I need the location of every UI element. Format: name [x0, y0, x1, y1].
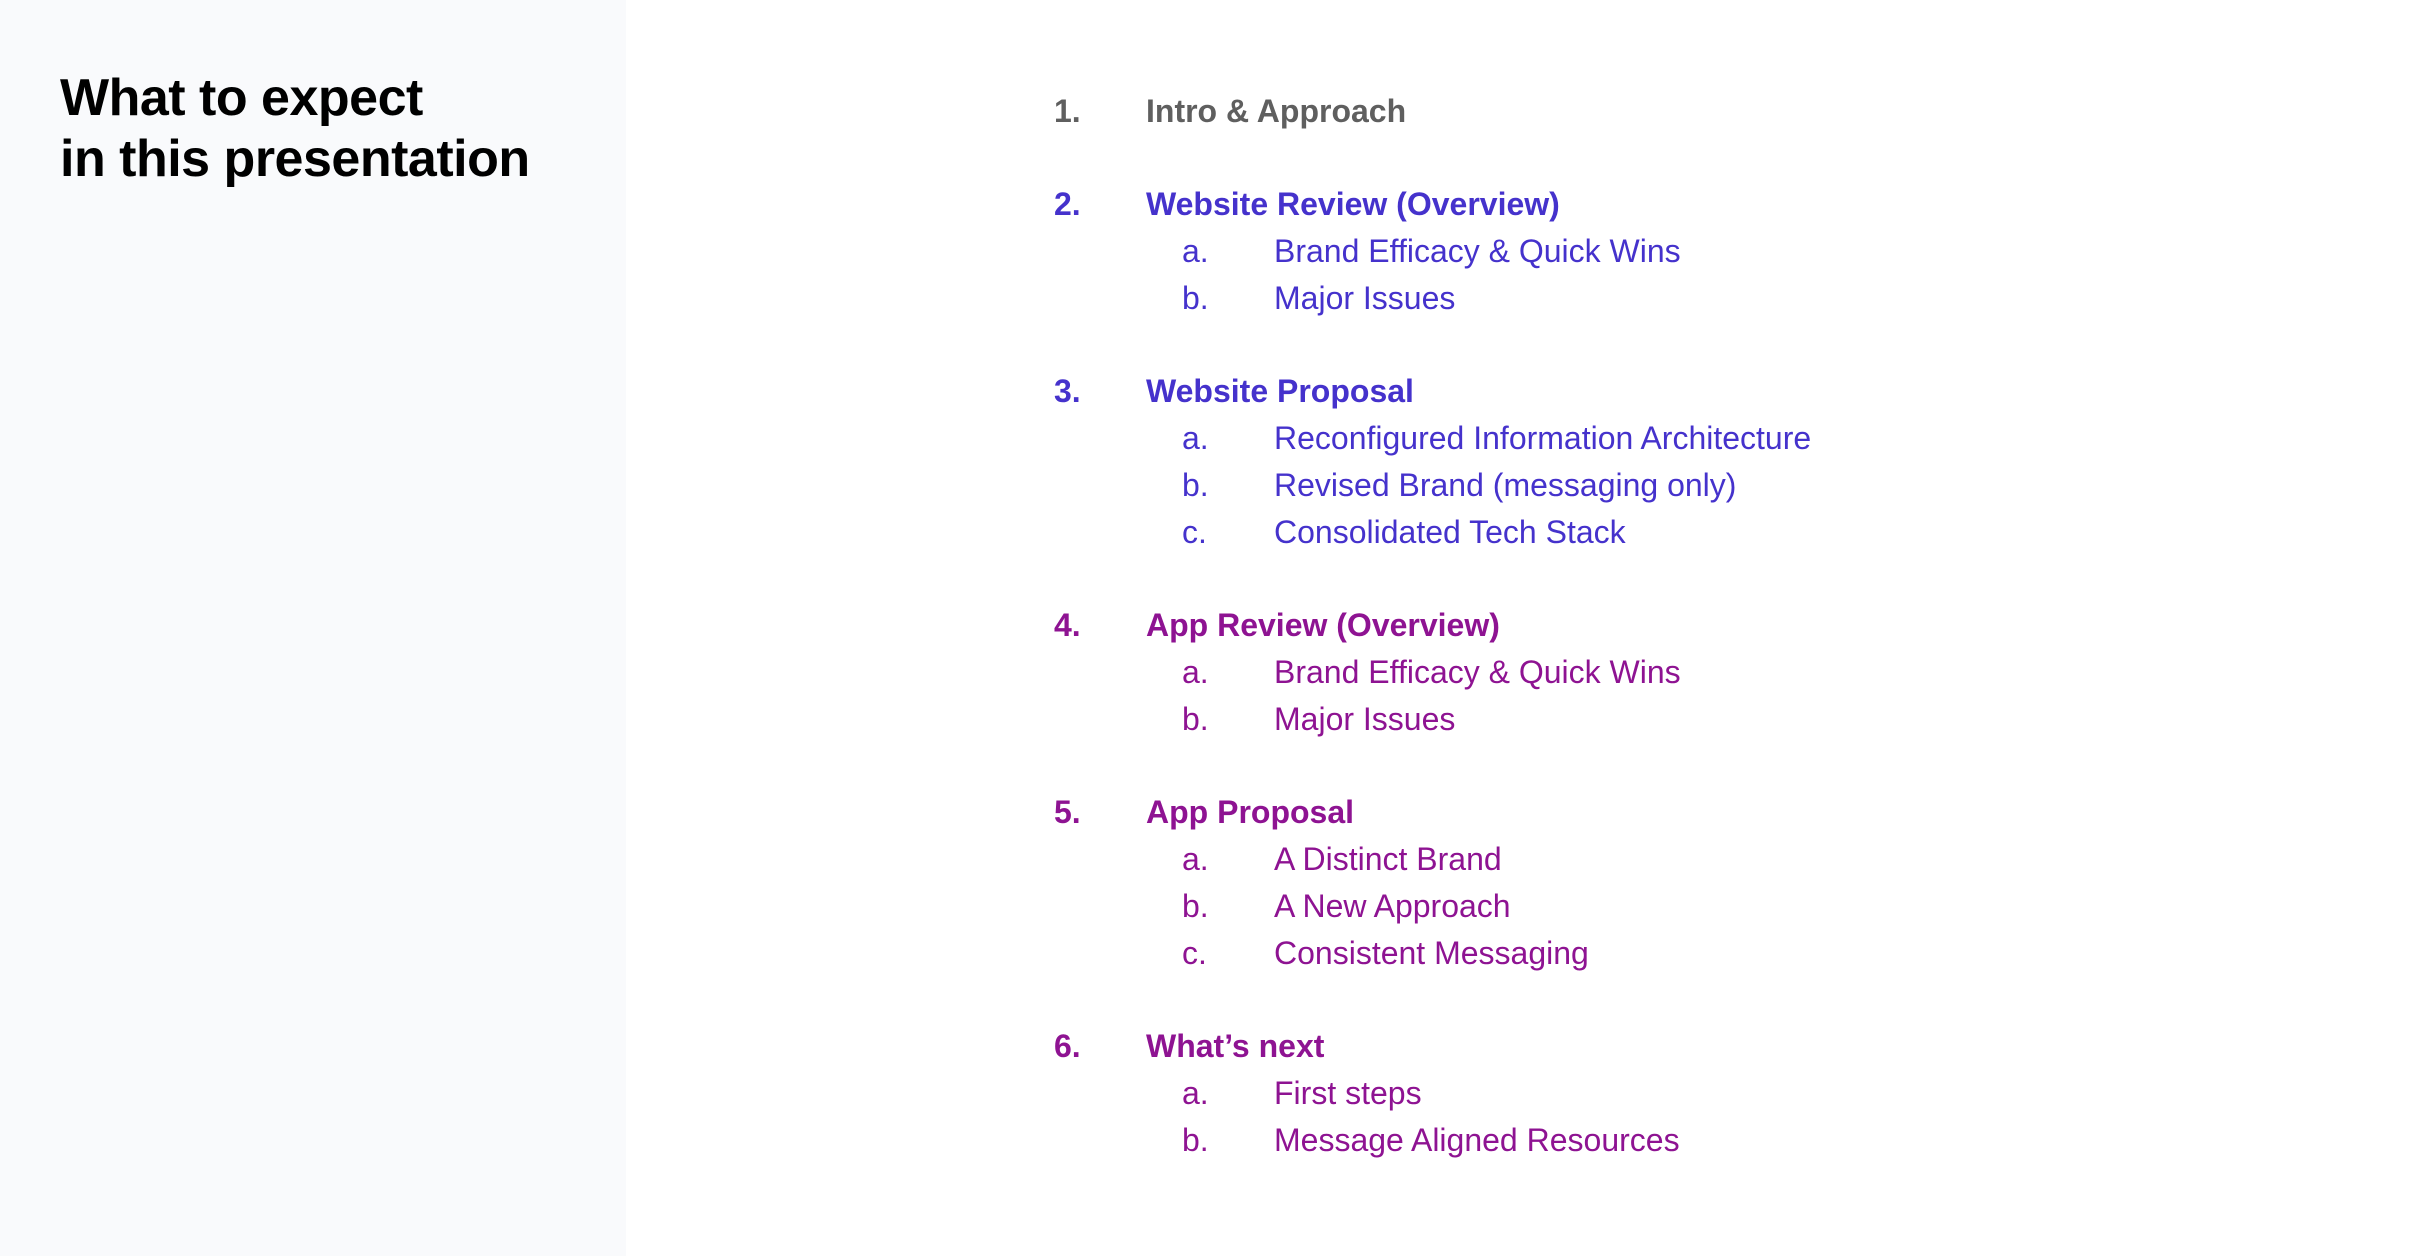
agenda-subitem-label: Major Issues	[1274, 701, 1456, 737]
agenda-subitem-label: Consolidated Tech Stack	[1274, 514, 1626, 550]
agenda-item	[1050, 1023, 2350, 1070]
agenda-section	[1050, 602, 2350, 743]
agenda-section	[1050, 789, 2350, 977]
agenda-subitem-letter: a.	[1182, 1075, 1209, 1111]
agenda-subitem	[1050, 883, 2350, 930]
agenda-subitem	[1050, 1117, 2350, 1164]
agenda-section	[1050, 1023, 2350, 1164]
agenda-item	[1050, 181, 2350, 228]
agenda-subitem-label: A New Approach	[1274, 888, 1511, 924]
agenda-subitem	[1050, 509, 2350, 556]
slide-title	[60, 68, 530, 190]
agenda-subitem-label: Message Aligned Resources	[1274, 1122, 1680, 1158]
agenda-subitem	[1050, 275, 2350, 322]
slide-title-line-2: in this presentation	[60, 130, 530, 188]
agenda-subitem-label: Brand Efficacy & Quick Wins	[1274, 654, 1681, 690]
agenda-subitem	[1050, 415, 2350, 462]
agenda-item	[1050, 602, 2350, 649]
agenda-subitem-letter: b.	[1182, 280, 1209, 316]
agenda-item-number: 5.	[1054, 794, 1081, 830]
sidebar-panel	[0, 0, 626, 1256]
agenda-subitem	[1050, 836, 2350, 883]
agenda-subitem-letter: b.	[1182, 888, 1209, 924]
agenda-subitem	[1050, 696, 2350, 743]
agenda-subitem-label: Consistent Messaging	[1274, 935, 1589, 971]
agenda-item-number: 6.	[1054, 1028, 1081, 1064]
agenda-item-number: 3.	[1054, 373, 1081, 409]
agenda-item-label: Intro & Approach	[1146, 93, 1407, 129]
agenda-subitem-label: Brand Efficacy & Quick Wins	[1274, 233, 1681, 269]
agenda-subitem	[1050, 228, 2350, 275]
agenda-subitem-letter: b.	[1182, 467, 1209, 503]
agenda-subitem-label: First steps	[1274, 1075, 1422, 1111]
agenda-item-label: Website Proposal	[1146, 373, 1414, 409]
agenda-section	[1050, 181, 2350, 322]
agenda-item-number: 2.	[1054, 186, 1081, 222]
agenda-subitem-letter: b.	[1182, 1122, 1209, 1158]
agenda-subitem	[1050, 1070, 2350, 1117]
agenda-subitem-letter: c.	[1182, 514, 1207, 550]
agenda-subitem-letter: c.	[1182, 935, 1207, 971]
agenda-item-label: Website Review (Overview)	[1146, 186, 1560, 222]
slide-title-line-1: What to expect	[60, 69, 423, 127]
agenda-subitem	[1050, 649, 2350, 696]
agenda-item	[1050, 789, 2350, 836]
agenda-subitem-label: Revised Brand (messaging only)	[1274, 467, 1737, 503]
agenda-item	[1050, 368, 2350, 415]
agenda-item-number: 4.	[1054, 607, 1081, 643]
agenda-section	[1050, 368, 2350, 556]
agenda-item-label: App Review (Overview)	[1146, 607, 1500, 643]
agenda-subitem-label: A Distinct Brand	[1274, 841, 1502, 877]
agenda-item-label: What’s next	[1146, 1028, 1325, 1064]
agenda-subitem	[1050, 930, 2350, 977]
agenda-item-number: 1.	[1054, 93, 1081, 129]
agenda-subitem-letter: a.	[1182, 654, 1209, 690]
agenda-subitem-label: Reconfigured Information Architecture	[1274, 420, 1812, 456]
agenda-subitem-letter: a.	[1182, 420, 1209, 456]
agenda-item-label: App Proposal	[1146, 794, 1355, 830]
agenda-list	[1050, 88, 2350, 1210]
agenda-subitem	[1050, 462, 2350, 509]
agenda-subitem-letter: b.	[1182, 701, 1209, 737]
agenda-section	[1050, 88, 2350, 135]
agenda-item	[1050, 88, 2350, 135]
agenda-subitem-label: Major Issues	[1274, 280, 1456, 316]
agenda-subitem-letter: a.	[1182, 841, 1209, 877]
agenda-subitem-letter: a.	[1182, 233, 1209, 269]
